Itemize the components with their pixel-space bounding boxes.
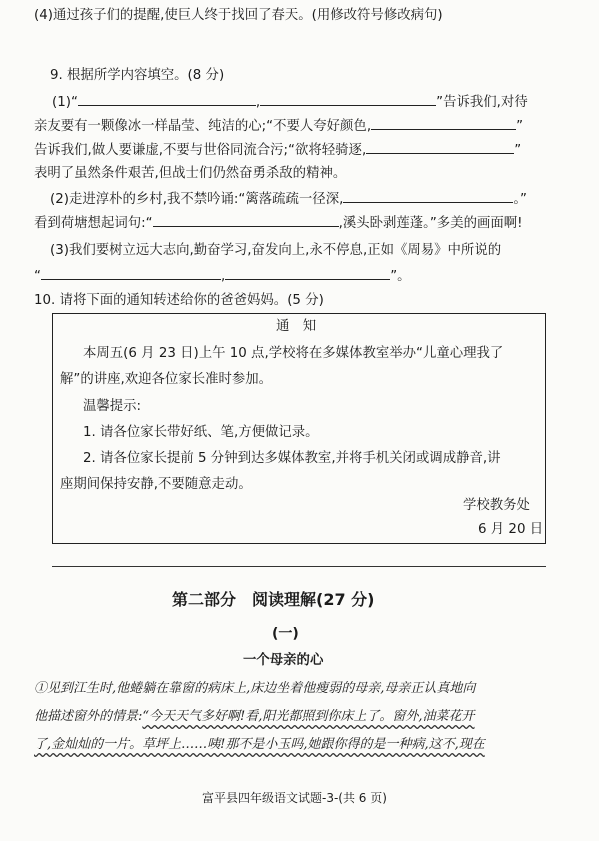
text: ,溪头卧剥莲蓬。”多美的画面啊!	[338, 216, 523, 231]
blank[interactable]	[343, 190, 513, 203]
text: (2)走进淳朴的乡村,我不禁吟诵:“篱落疏疏一径深,	[50, 192, 344, 207]
text: (1)“	[52, 95, 78, 110]
q10-heading: 10. 请将下面的通知转述给你的爸爸妈妈。(5 分)	[34, 293, 324, 308]
q9-p1-line2	[34, 117, 523, 136]
blank[interactable]	[366, 141, 514, 154]
q9-p3-line2	[34, 267, 411, 286]
part2-title: 第二部分 阅读理解(27 分)	[172, 590, 375, 609]
passage-line-1: ①见到江生时,他蜷躺在靠窗的病床上,床边坐着他瘦弱的母亲,母亲正认真地向	[34, 681, 476, 696]
passage-line-3: 了,金灿灿的一片。草坪上……咦!那不是小玉吗,她跟你得的是一种病,这不,现在	[34, 737, 485, 752]
text: ,	[255, 95, 261, 110]
text: “	[34, 269, 41, 284]
section-number: (一)	[272, 626, 299, 642]
blank[interactable]	[153, 214, 339, 227]
notice-body-line1: 本周五(6 月 23 日)上午 10 点,学校将在多媒体教室举办“儿童心理我了	[83, 346, 504, 361]
q9-p2-line2	[34, 214, 523, 233]
notice-date: 6 月 20 日	[478, 522, 544, 537]
notice-title: 通 知	[276, 319, 317, 334]
notice-tip-1: 1. 请各位家长带好纸、笔,方便做记录。	[83, 425, 319, 440]
blank[interactable]	[260, 93, 436, 106]
underlined-text: “今天天气多好啊!看,阳光都照到你床上了。窗外,油菜花开	[142, 709, 475, 724]
text: 看到荷塘想起词句:“	[34, 216, 153, 231]
notice-tip-2-line2: 座期间保持安静,不要随意走动。	[60, 477, 252, 492]
q8-item-4: (4)通过孩子们的提醒,使巨人终于找回了春天。(用修改符号修改病句)	[34, 8, 443, 23]
notice-tip-2-line1: 2. 请各位家长提前 5 分钟到达多媒体教室,并将手机关闭或调成静音,讲	[83, 451, 501, 466]
text: 亲友要有一颗像冰一样晶莹、纯洁的心;“不要人夸好颜色,	[34, 119, 372, 134]
section-divider	[52, 566, 546, 567]
blank[interactable]	[78, 93, 256, 106]
passage-line-2	[34, 708, 475, 726]
blank[interactable]	[225, 267, 390, 280]
text: ,	[220, 269, 226, 284]
q9-p1-line3	[34, 141, 521, 160]
text: ”	[514, 143, 522, 158]
q9-p2-line1	[50, 190, 527, 209]
q9-p1-line1	[52, 93, 528, 112]
q9-p3-line1: (3)我们要树立远大志向,勤奋学习,奋发向上,永不停息,正如《周易》中所说的	[50, 243, 502, 258]
blank[interactable]	[41, 267, 221, 280]
text: 他描述窗外的情景:	[34, 709, 143, 724]
notice-signature: 学校教务处	[463, 498, 530, 513]
notice-body-line2: 解”的讲座,欢迎各位家长准时参加。	[60, 372, 273, 387]
text: ”	[516, 119, 524, 134]
passage-title: 一个母亲的心	[243, 653, 324, 668]
q9-heading: 9. 根据所学内容填空。(8 分)	[50, 68, 225, 83]
text: 告诉我们,做人要谦虚,不要与世俗同流合污;“欲将轻骑逐,	[34, 143, 367, 158]
q9-p1-line4: 表明了虽然条件艰苦,但战士们仍然奋勇杀敌的精神。	[34, 166, 347, 181]
notice-tips-label: 温馨提示:	[83, 399, 142, 414]
text: 。”	[513, 192, 527, 207]
text: ”告诉我们,对待	[436, 95, 528, 110]
text: ”。	[390, 269, 411, 284]
page-footer: 富平县四年级语文试题-3-(共 6 页)	[202, 791, 387, 805]
blank[interactable]	[371, 117, 516, 130]
